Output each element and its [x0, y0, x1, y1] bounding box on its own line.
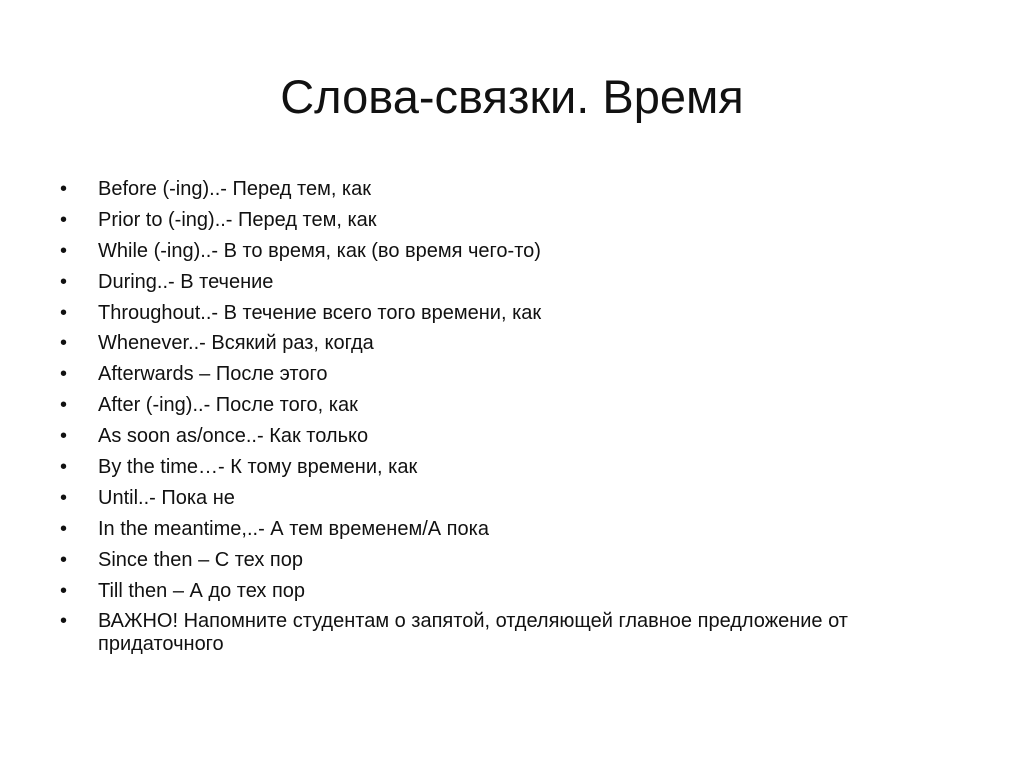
bullet-text: By the time…- К тому времени, как — [98, 456, 418, 479]
bullet-item — [60, 271, 960, 293]
bullet-text: While (-ing)..- В то время, как (во время чего-то) — [98, 239, 541, 262]
bullet-icon: • — [60, 239, 68, 262]
bullet-icon: • — [60, 178, 68, 200]
bullet-item — [60, 425, 960, 447]
bullet-icon: • — [60, 208, 68, 231]
bullet-item — [60, 580, 960, 602]
bullet-item — [60, 518, 960, 540]
bullet-text: In the meantime,..- А тем временем/А пока — [98, 517, 489, 540]
bullet-list — [60, 178, 960, 664]
bullet-text: As soon as/once..- Как только — [98, 425, 369, 448]
bullet-icon: • — [60, 332, 68, 355]
bullet-text: Throughout..- В течение всего того времени, как — [98, 301, 542, 324]
bullet-item — [60, 610, 960, 655]
bullet-text: During..- В течение — [98, 270, 274, 293]
bullet-item — [60, 394, 960, 416]
bullet-item — [60, 549, 960, 571]
bullet-icon: • — [60, 517, 68, 540]
bullet-item — [60, 456, 960, 478]
bullet-item — [60, 487, 960, 509]
bullet-text: Before (-ing)..- Перед тем, как — [98, 178, 371, 200]
bullet-item — [60, 332, 960, 354]
bullet-text: After (-ing)..- После того, как — [98, 394, 358, 417]
bullet-item — [60, 240, 960, 262]
bullet-icon: • — [60, 486, 68, 509]
bullet-icon: • — [60, 456, 68, 479]
bullet-text: Afterwards – После этого — [98, 363, 328, 386]
bullet-item — [60, 363, 960, 385]
bullet-icon: • — [60, 301, 68, 324]
bullet-text: ВАЖНО! Напомните студентам о запятой, отделяющей главное предложение от придаточного — [98, 610, 848, 655]
bullet-text: Until..- Пока не — [98, 486, 235, 509]
bullet-icon: • — [60, 394, 68, 417]
bullet-item — [60, 302, 960, 324]
bullet-text: Whenever..- Всякий раз, когда — [98, 332, 374, 355]
bullet-icon: • — [60, 610, 68, 633]
bullet-item — [60, 209, 960, 231]
bullet-icon: • — [60, 425, 68, 448]
bullet-text: Since then – С тех пор — [98, 548, 303, 571]
bullet-icon: • — [60, 363, 68, 386]
bullet-text: Till then – А до тех пор — [98, 579, 306, 602]
slide-title: Слова-связки. Время — [280, 70, 744, 123]
bullet-icon: • — [60, 270, 68, 293]
bullet-text: Prior to (-ing)..- Перед тем, как — [98, 208, 377, 231]
bullet-icon: • — [60, 548, 68, 571]
bullet-item — [60, 178, 960, 200]
bullet-icon: • — [60, 579, 68, 602]
